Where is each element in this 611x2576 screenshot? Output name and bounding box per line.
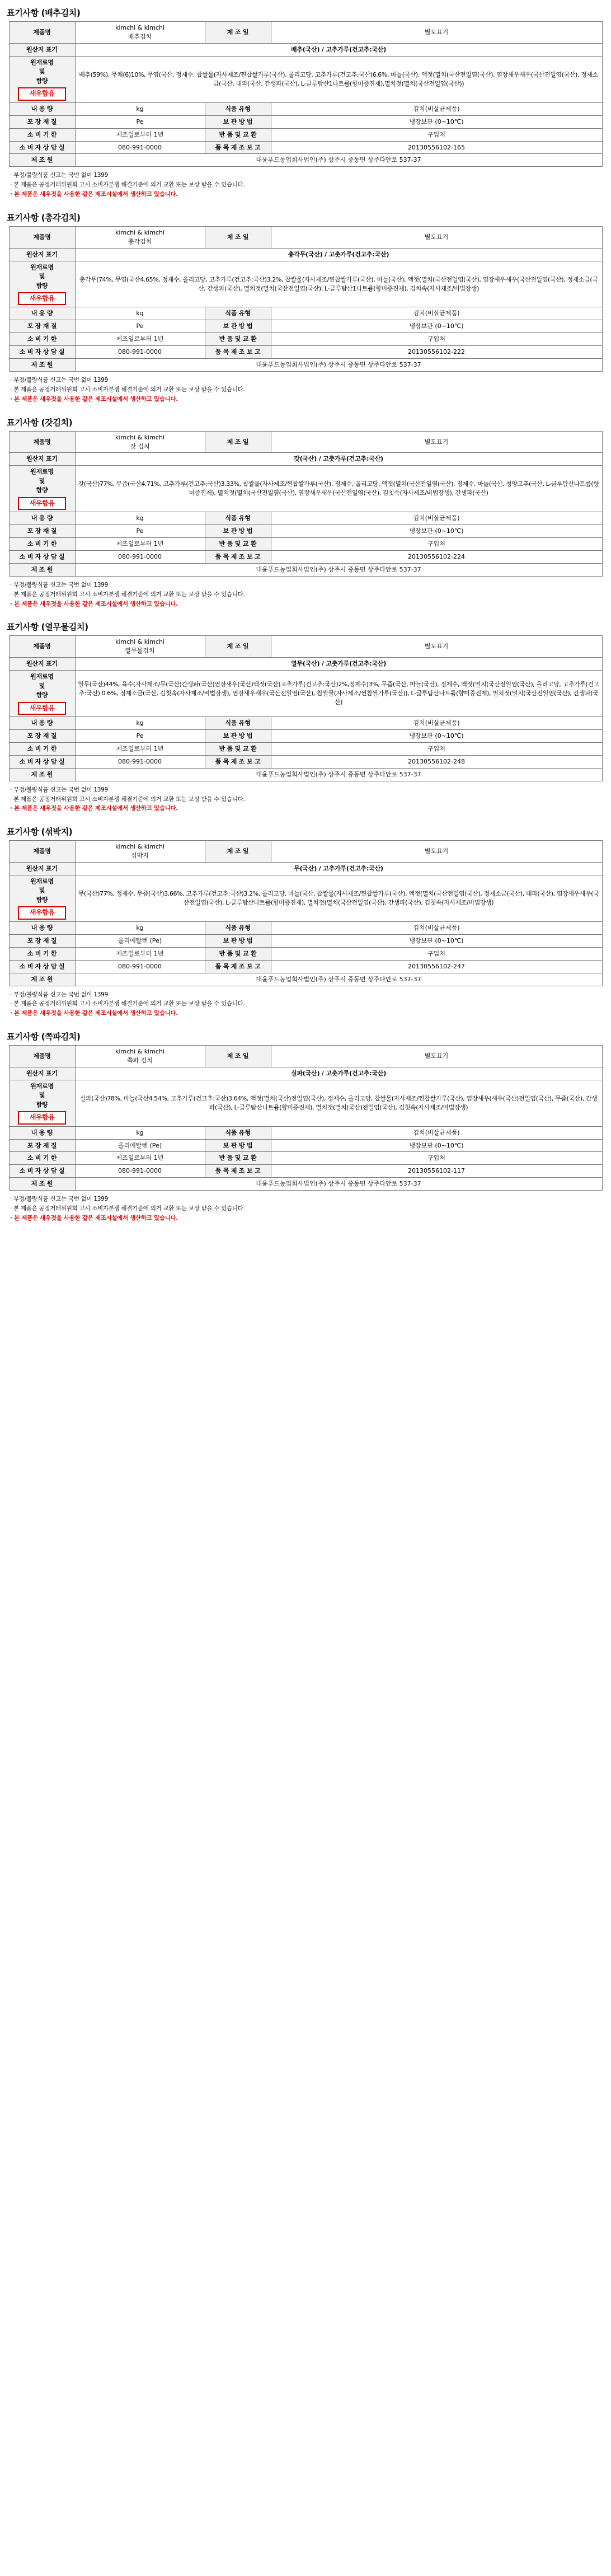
note-dispute-resolution: · 본 제품은 공정거래위원회 고시 소비자분쟁 해결기준에 의거 교환 또는 보상 받을 수 있습니다.: [10, 1000, 245, 1008]
label-report: 품 목 제 조 보 고: [205, 960, 271, 973]
table-row: [9, 346, 602, 359]
notes: [9, 579, 602, 608]
label-storage: 보 관 방 법: [205, 525, 271, 538]
label-expiry: 소 비 기 한: [9, 128, 75, 141]
label-origin: 원산지 표기: [9, 43, 75, 56]
label-consumer-center: 소 비 자 상 담 실: [9, 551, 75, 564]
note-shrimp-facility: · 본 제품은 새우젓을 사용한 같은 제조시설에서 생산하고 있습니다.: [10, 600, 178, 607]
label-expiry: 소 비 기 한: [9, 538, 75, 551]
brand-line2: 갓 김치: [130, 442, 150, 450]
label-storage: 보 관 방 법: [205, 1139, 271, 1152]
label-food-type: 식품 유형: [205, 717, 271, 730]
value-content: kg: [75, 921, 205, 934]
table-row: [9, 154, 602, 167]
label-return: 반 품 및 교 환: [205, 333, 271, 346]
value-storage: 냉장보관 (0~10℃): [271, 1139, 602, 1152]
label-report: 품 목 제 조 보 고: [205, 346, 271, 359]
value-consumer-center: 080-991-0000: [75, 346, 205, 359]
value-content: kg: [75, 1126, 205, 1139]
header-product-name: 제품명: [9, 226, 75, 248]
value-return: 구입처: [271, 128, 602, 141]
table-row: [9, 1126, 602, 1139]
value-package: Pe: [75, 525, 205, 538]
block-title: 표기사항 (섞박지): [7, 827, 73, 837]
table-row: [9, 1080, 602, 1126]
value-report-no: 20130556102-248: [271, 755, 602, 768]
value-food-type: 김치(비살균제품): [271, 921, 602, 934]
header-product-name: 제품명: [9, 841, 75, 863]
label-package: 포 장 재 질: [9, 1139, 75, 1152]
value-manufacture-date: 별도표기: [271, 841, 602, 863]
label-food-type: 식품 유형: [205, 1126, 271, 1139]
header-manufacture-date: 제 조 일: [205, 841, 271, 863]
table-row: [9, 320, 602, 333]
label-return: 반 품 및 교 환: [205, 742, 271, 755]
value-manufacture-date: 별도표기: [271, 22, 602, 44]
value-expiry: 제조일로부터 1년: [75, 742, 205, 755]
value-origin: 배추(국산) / 고추가루(건고추:국산): [75, 43, 602, 56]
table-row: [9, 141, 602, 154]
note-dispute-resolution: · 본 제품은 공정거래위원회 고시 소비자분쟁 해결기준에 의거 교환 또는 보상 받을 수 있습니다.: [10, 795, 245, 803]
value-ingredients: 총각무(74%, 무염(국산4.65%, 정제수, 올리고당, 고추가루(건고추:국산)3.2%, 찹쌀물(자사제조/찐찹쌀가루(국산), 마늘(국산), 액젓(멸치(국산전일염(국산), 염장새우새우(국산전일염(국산), 정제소금(국산, 간생파(국산), 멸치젓(멸치(국산전일염(국산), L-글루탐산1나트륨(향미증진제), 김치속(자사제조/비법장생): [75, 261, 602, 307]
spec-table: [9, 21, 603, 167]
label-ingredients-text: 원재료명 및 함량: [30, 263, 54, 289]
value-content: kg: [75, 717, 205, 730]
table-row: [9, 947, 602, 960]
value-content: kg: [75, 512, 205, 525]
table-row: [9, 453, 602, 466]
block-title: 표기사항 (쪽파김치): [7, 1031, 81, 1042]
table-row: [9, 636, 602, 658]
table-row: [9, 22, 602, 44]
value-return: 구입처: [271, 742, 602, 755]
brand-line2: 배추김치: [128, 32, 152, 40]
label-package: 포 장 재 질: [9, 729, 75, 742]
table-row: [9, 1067, 602, 1080]
value-storage: 냉장보관 (0~10℃): [271, 320, 602, 333]
brand-line1: kimchi & kimchi: [115, 843, 164, 851]
label-package: 포 장 재 질: [9, 115, 75, 128]
value-expiry: 제조일로부터 1년: [75, 128, 205, 141]
label-package: 포 장 재 질: [9, 525, 75, 538]
note-report-number: · 부정/불량식품 신고는 국번 없이 1399: [10, 786, 108, 793]
table-row: [9, 226, 602, 248]
table-row: [9, 863, 602, 875]
value-origin: 갓(국산) / 고춧가루(건고추:국산): [75, 453, 602, 466]
note-dispute-resolution: · 본 제품은 공정거래위원회 고시 소비자분쟁 해결기준에 의거 교환 또는 보상 받을 수 있습니다.: [10, 591, 245, 598]
label-manufacturer: 제 조 원: [9, 564, 75, 577]
header-product-name: 제품명: [9, 22, 75, 44]
note-report-number: · 부정/불량식품 신고는 국번 없이 1399: [10, 1196, 108, 1203]
note-shrimp-facility: · 본 제품은 새우젓을 사용한 같은 제조시설에서 생산하고 있습니다.: [10, 1214, 178, 1221]
brand-line1: kimchi & kimchi: [115, 433, 164, 441]
shrimp-warning-badge: 새우함유: [18, 87, 66, 100]
label-expiry: 소 비 기 한: [9, 333, 75, 346]
note-shrimp-facility: · 본 제품은 새우젓을 사용한 같은 제조시설에서 생산하고 있습니다.: [10, 395, 178, 402]
label-package: 포 장 재 질: [9, 320, 75, 333]
value-manufacture-date: 별도표기: [271, 636, 602, 658]
label-content: 내 용 량: [9, 921, 75, 934]
spec-sheet-page: [0, 0, 611, 1231]
value-manufacturer: 대윤푸드농업회사법인(주) 상주시 중동면 상주다안로 537-37: [75, 768, 602, 781]
table-row: [9, 431, 602, 453]
header-product-name: 제품명: [9, 431, 75, 453]
table-row: [9, 1165, 602, 1178]
value-storage: 냉장보관 (0~10℃): [271, 115, 602, 128]
value-storage: 냉장보관 (0~10℃): [271, 525, 602, 538]
label-storage: 보 관 방 법: [205, 729, 271, 742]
shrimp-warning-badge: 새우함유: [18, 906, 66, 919]
brand-line1: kimchi & kimchi: [115, 228, 164, 236]
value-return: 구입처: [271, 1152, 602, 1165]
label-ingredients-text: 원재료명 및 함량: [30, 58, 54, 85]
value-return: 구입처: [271, 947, 602, 960]
note-shrimp-facility: · 본 제품은 새우젓을 사용한 같은 제조시설에서 생산하고 있습니다.: [10, 190, 178, 198]
label-consumer-center: 소 비 자 상 담 실: [9, 1165, 75, 1178]
brand-line1: kimchi & kimchi: [115, 1047, 164, 1055]
label-content: 내 용 량: [9, 102, 75, 115]
table-row: [9, 359, 602, 372]
spec-table: [9, 1045, 603, 1191]
block-title: 표기사항 (열무물김치): [7, 622, 88, 633]
note-report-number: · 부정/불량식품 신고는 국번 없이 1399: [10, 581, 108, 588]
note-shrimp-facility: · 본 제품은 새우젓을 사용한 같은 제조시설에서 생산하고 있습니다.: [10, 805, 178, 812]
value-package: 올리에탈렌 (Pe): [75, 1139, 205, 1152]
value-manufacture-date: 별도표기: [271, 431, 602, 453]
spec-block-chonggak: [0, 205, 611, 406]
header-manufacture-date: 제 조 일: [205, 431, 271, 453]
table-row: [9, 755, 602, 768]
value-food-type: 김치(비살균제품): [271, 512, 602, 525]
label-return: 반 품 및 교 환: [205, 538, 271, 551]
label-expiry: 소 비 기 한: [9, 742, 75, 755]
label-ingredients: [9, 1080, 75, 1126]
label-return: 반 품 및 교 환: [205, 128, 271, 141]
label-origin: 원산지 표기: [9, 248, 75, 261]
spec-table: [9, 840, 603, 986]
brand-line2: 쪽파 김치: [126, 1056, 153, 1064]
table-row: [9, 841, 602, 863]
note-dispute-resolution: · 본 제품은 공정거래위원회 고시 소비자분쟁 해결기준에 의거 교환 또는 보상 받을 수 있습니다.: [10, 181, 245, 189]
label-origin: 원산지 표기: [9, 658, 75, 671]
spec-table: [9, 226, 603, 372]
value-consumer-center: 080-991-0000: [75, 755, 205, 768]
brand-line1: kimchi & kimchi: [115, 638, 164, 646]
value-ingredients: 갓(국산)77%, 무즙(국산4.71%, 고추가루(건고추:국산)3.33%, 찹쌀물(자사제조/찐찹쌀가루(국산), 정제수, 올리고당, 액젓(멸치(국산전일염(국산), 정제수, 마늘(국산, 청양고추(국산, L-글루탐산나트륨(향미증진제), 멸치젓(멸치(국산전일염(국산), 염장새우새우(국산전일염(국산), 김칫속(자사제조/비법장생), 간생파(국산): [75, 466, 602, 512]
value-origin: 무(국산) / 고추가루(건고추:국산): [75, 863, 602, 875]
value-food-type: 김치(비살균제품): [271, 307, 602, 320]
label-consumer-center: 소 비 자 상 담 실: [9, 141, 75, 154]
note-report-number: · 부정/불량식품 신고는 국번 없이 1399: [10, 377, 108, 384]
value-content: kg: [75, 307, 205, 320]
note-shrimp-facility: · 본 제품은 새우젓을 사용한 같은 제조시설에서 생산하고 있습니다.: [10, 1010, 178, 1017]
table-row: [9, 960, 602, 973]
label-expiry: 소 비 기 한: [9, 947, 75, 960]
label-report: 품 목 제 조 보 고: [205, 755, 271, 768]
label-ingredients-text: 원재료명 및 함량: [30, 673, 54, 699]
table-row: [9, 525, 602, 538]
notes: [9, 784, 602, 813]
label-storage: 보 관 방 법: [205, 115, 271, 128]
brand-line2: 섞박지: [131, 852, 149, 860]
table-row: [9, 551, 602, 564]
table-row: [9, 128, 602, 141]
header-product-name: 제품명: [9, 1045, 75, 1067]
table-row: [9, 115, 602, 128]
table-row: [9, 248, 602, 261]
value-origin: 총각무(국산) / 고춧가루(건고추:국산): [75, 248, 602, 261]
shrimp-warning-badge: 새우함유: [18, 292, 66, 305]
value-food-type: 김치(비살균제품): [271, 1126, 602, 1139]
value-ingredients: 실파(국산)78%, 마늘(국산4.54%, 고추가루(건고추:국산)3.64%, 액젓(멸치(국산)전일염(국산), 정제수, 올리고당, 찹쌀물(자사제조/찐찹쌀가루(국산), 염장새우(새우(국산)전일염(국산), 무즙(국산), 간생파(국산), L-글루탐산나트륨(향미증진제), 멸치젓(멸치(국산)전일염(국산), 김칫속(자사제조/비법장생): [75, 1080, 602, 1126]
value-origin: 실파(국산) / 고춧가루(건고추:국산): [75, 1067, 602, 1080]
block-title: 표기사항 (갓김치): [7, 417, 73, 428]
spec-block-gat: [0, 410, 611, 611]
table-row: [9, 742, 602, 755]
value-storage: 냉장보관 (0~10℃): [271, 729, 602, 742]
value-ingredients: 무(국산)77%, 정제수, 무즙(국산)3.66%, 고추가루(건고추:국산)3.2%, 올리고당, 마늘(국산, 찹쌀물(자사제조/찐찹쌀가루(국산), 액젓(멸치(국산전일염(국산), 정제소금(국산), 대파(국산), 염장새우새우(국산전일염(국산), L-글루탐산나트륨(향미증진제), 멸치젓(멸치(국산전일염(국산), 간생파(국산), 김칫속(자사제조/비법장생): [75, 875, 602, 921]
value-report-no: 20130556102-165: [271, 141, 602, 154]
label-food-type: 식품 유형: [205, 307, 271, 320]
table-row: [9, 973, 602, 986]
label-consumer-center: 소 비 자 상 담 실: [9, 755, 75, 768]
label-ingredients-text: 원재료명 및 함량: [30, 877, 54, 903]
value-manufacture-date: 별도표기: [271, 226, 602, 248]
label-package: 포 장 재 질: [9, 934, 75, 947]
value-ingredients: 열무(국산)44%, 육수(자사제조/무(국산)간생파(국산)염장새우(국산)액젓(국산)고추가루(건고추:국산)2%,정제수)3%, 무즙(국산, 마늘(국산), 정제수, 액젓(멸치(국산전일염(국산), 올리고당, 고추가루(건고추:국산) 0.6%, 정제소금(국산, 김칫속(자사제조/비법장생), 염장새우새우(국산전일염(국산), 찹쌀물(자사제조/찐찹쌀가루(국산)), L-글루탐산나트륨(향미증진제), 멸치젓(멸치(국산전일염(국산), 간생파(국산): [75, 671, 602, 717]
label-report: 품 목 제 조 보 고: [205, 1165, 271, 1178]
value-food-type: 김치(비살균제품): [271, 102, 602, 115]
value-manufacturer: 대윤푸드농업회사법인(주) 상주시 중동면 상주다안로 537-37: [75, 154, 602, 167]
label-ingredients-text: 원재료명 및 함량: [30, 1082, 54, 1108]
spec-table: [9, 635, 603, 781]
value-consumer-center: 080-991-0000: [75, 141, 205, 154]
label-manufacturer: 제 조 원: [9, 154, 75, 167]
label-content: 내 용 량: [9, 717, 75, 730]
value-manufacturer: 대윤푸드농업회사법인(주) 상주시 중동면 상주다안로 537-37: [75, 564, 602, 577]
shrimp-warning-badge: 새우함유: [18, 1111, 66, 1124]
note-dispute-resolution: · 본 제품은 공정거래위원회 고시 소비자분쟁 해결기준에 의거 교환 또는 보상 받을 수 있습니다.: [10, 386, 245, 393]
spec-block-yeolmu: [0, 614, 611, 816]
value-storage: 냉장보관 (0~10℃): [271, 934, 602, 947]
brand-line2: 열무물김치: [125, 647, 155, 655]
value-origin: 열무(국산) / 고춧가루(건고추:국산): [75, 658, 602, 671]
notes: [9, 989, 602, 1018]
brand-line1: kimchi & kimchi: [115, 24, 164, 31]
value-manufacturer: 대윤푸드농업회사법인(주) 상주시 중동면 상주다안로 537-37: [75, 359, 602, 372]
notes: [9, 1193, 602, 1223]
label-food-type: 식품 유형: [205, 102, 271, 115]
spec-block-jjokpa: [0, 1024, 611, 1225]
value-brand: [75, 1045, 205, 1067]
header-manufacture-date: 제 조 일: [205, 22, 271, 44]
table-row: [9, 102, 602, 115]
table-row: [9, 921, 602, 934]
block-title: 표기사항 (총각김치): [7, 212, 81, 223]
label-storage: 보 관 방 법: [205, 934, 271, 947]
note-dispute-resolution: · 본 제품은 공정거래위원회 고시 소비자분쟁 해결기준에 의거 교환 또는 보상 받을 수 있습니다.: [10, 1205, 245, 1212]
table-row: [9, 717, 602, 730]
value-package: Pe: [75, 729, 205, 742]
value-return: 구입처: [271, 538, 602, 551]
label-ingredients: [9, 466, 75, 512]
label-content: 내 용 량: [9, 1126, 75, 1139]
label-manufacturer: 제 조 원: [9, 768, 75, 781]
spec-block-baechu: [0, 0, 611, 202]
label-report: 품 목 제 조 보 고: [205, 141, 271, 154]
table-row: [9, 934, 602, 947]
value-brand: [75, 841, 205, 863]
header-product-name: 제품명: [9, 636, 75, 658]
value-manufacturer: 대윤푸드농업회사법인(주) 상주시 중동면 상주다안로 537-37: [75, 1178, 602, 1191]
table-row: [9, 768, 602, 781]
note-report-number: · 부정/불량식품 신고는 국번 없이 1399: [10, 991, 108, 998]
label-ingredients-text: 원재료명 및 함량: [30, 468, 54, 494]
table-row: [9, 512, 602, 525]
label-consumer-center: 소 비 자 상 담 실: [9, 346, 75, 359]
brand-line2: 총각김치: [128, 237, 152, 245]
label-report: 품 목 제 조 보 고: [205, 551, 271, 564]
label-ingredients: [9, 56, 75, 102]
value-manufacture-date: 별도표기: [271, 1045, 602, 1067]
table-row: [9, 466, 602, 512]
value-report-no: 20130556102-224: [271, 551, 602, 564]
spec-table: [9, 431, 603, 577]
value-return: 구입처: [271, 333, 602, 346]
note-report-number: · 부정/불량식품 신고는 국번 없이 1399: [10, 172, 108, 179]
value-consumer-center: 080-991-0000: [75, 551, 205, 564]
label-origin: 원산지 표기: [9, 1067, 75, 1080]
label-food-type: 식품 유형: [205, 921, 271, 934]
value-content: kg: [75, 102, 205, 115]
label-content: 내 용 량: [9, 307, 75, 320]
value-expiry: 제조일로부터 1년: [75, 947, 205, 960]
value-package: Pe: [75, 115, 205, 128]
value-consumer-center: 080-991-0000: [75, 960, 205, 973]
notes: [9, 170, 602, 199]
notes: [9, 374, 602, 404]
value-manufacturer: 대윤푸드농업회사법인(주) 상주시 중동면 상주다안로 537-37: [75, 973, 602, 986]
table-row: [9, 564, 602, 577]
table-row: [9, 261, 602, 307]
table-row: [9, 538, 602, 551]
spec-block-seokbakji: [0, 819, 611, 1020]
table-row: [9, 307, 602, 320]
table-row: [9, 43, 602, 56]
table-row: [9, 671, 602, 717]
value-brand: [75, 431, 205, 453]
table-row: [9, 658, 602, 671]
label-origin: 원산지 표기: [9, 863, 75, 875]
label-origin: 원산지 표기: [9, 453, 75, 466]
label-manufacturer: 제 조 원: [9, 1178, 75, 1191]
header-manufacture-date: 제 조 일: [205, 636, 271, 658]
value-consumer-center: 080-991-0000: [75, 1165, 205, 1178]
table-row: [9, 1045, 602, 1067]
value-report-no: 20130556102-247: [271, 960, 602, 973]
shrimp-warning-badge: 새우함유: [18, 497, 66, 510]
value-brand: [75, 22, 205, 44]
table-row: [9, 1152, 602, 1165]
header-manufacture-date: 제 조 일: [205, 226, 271, 248]
value-expiry: 제조일로부터 1년: [75, 538, 205, 551]
value-expiry: 제조일로부터 1년: [75, 1152, 205, 1165]
label-consumer-center: 소 비 자 상 담 실: [9, 960, 75, 973]
value-package: 올리에탈렌 (Pe): [75, 934, 205, 947]
label-manufacturer: 제 조 원: [9, 359, 75, 372]
value-brand: [75, 226, 205, 248]
value-report-no: 20130556102-222: [271, 346, 602, 359]
label-ingredients: [9, 671, 75, 717]
label-return: 반 품 및 교 환: [205, 1152, 271, 1165]
table-row: [9, 1178, 602, 1191]
table-row: [9, 1139, 602, 1152]
label-expiry: 소 비 기 한: [9, 1152, 75, 1165]
table-row: [9, 875, 602, 921]
shrimp-warning-badge: 새우함유: [18, 702, 66, 715]
value-package: Pe: [75, 320, 205, 333]
label-storage: 보 관 방 법: [205, 320, 271, 333]
label-manufacturer: 제 조 원: [9, 973, 75, 986]
value-report-no: 20130556102-117: [271, 1165, 602, 1178]
table-row: [9, 333, 602, 346]
label-food-type: 식품 유형: [205, 512, 271, 525]
value-brand: [75, 636, 205, 658]
label-ingredients: [9, 875, 75, 921]
value-expiry: 제조일로부터 1년: [75, 333, 205, 346]
label-return: 반 품 및 교 환: [205, 947, 271, 960]
table-row: [9, 56, 602, 102]
value-ingredients: 배추(59%), 무채(6)10%, 무염(국산, 정제수, 찹쌀물(자사제조/찐찹쌀가루(국산), 올리고당, 고추가루(건고추:국산)6.6%, 마늘(국산), 액젓(멸치(국산전일염(국산), 염장새우새우(국산전일염(국산), 정제소금(국산, 대파(국산, 간생파(국산), L-글루탐산1나트륨(향미증진제),멸치젓(멸치(국산전일염(국산)): [75, 56, 602, 102]
label-ingredients: [9, 261, 75, 307]
block-title: 표기사항 (배추김치): [7, 8, 81, 18]
table-row: [9, 729, 602, 742]
header-manufacture-date: 제 조 일: [205, 1045, 271, 1067]
value-food-type: 김치(비살균제품): [271, 717, 602, 730]
label-content: 내 용 량: [9, 512, 75, 525]
